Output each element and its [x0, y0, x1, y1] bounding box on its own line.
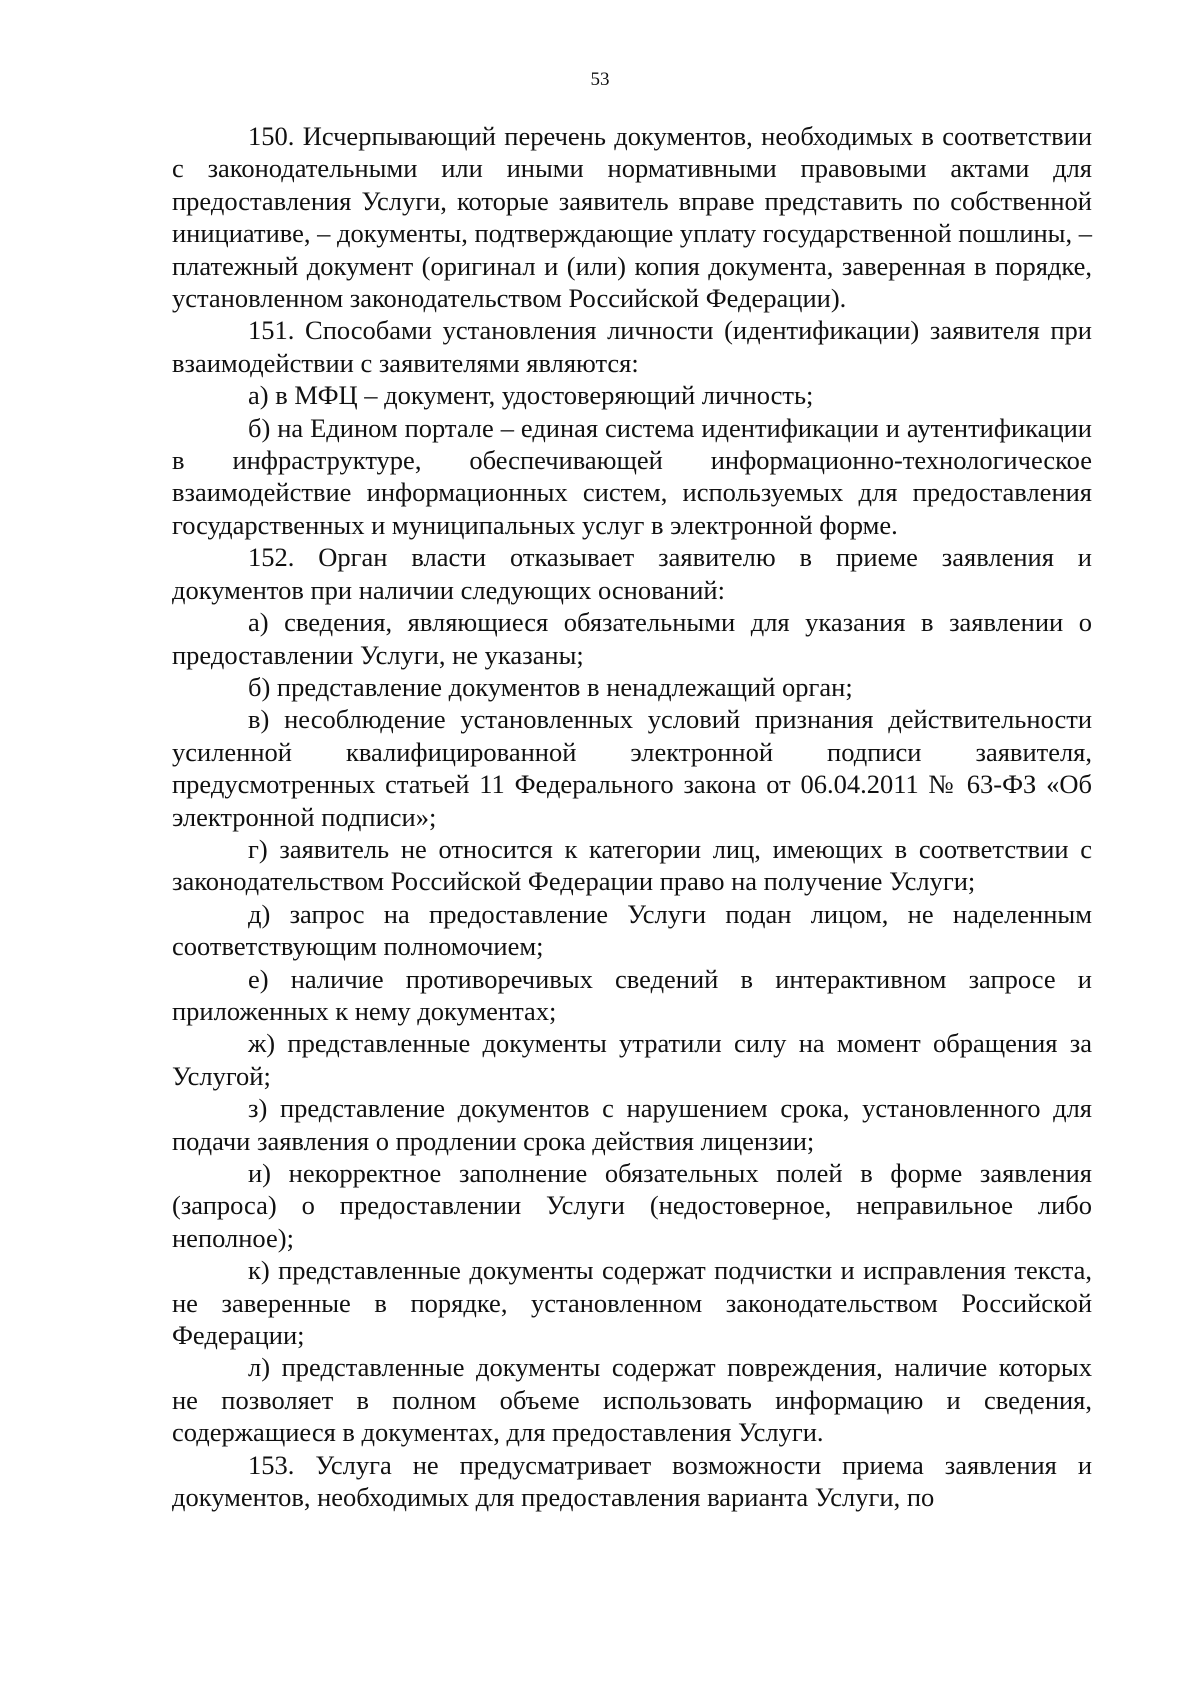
list-item-152-e: е) наличие противоречивых сведений в интерактивном запросе и приложенных к нему документах; [172, 963, 1092, 1026]
page-number: 53 [590, 69, 610, 90]
list-item-151-a: а) в МФЦ – документ, удостоверяющий личность; [248, 380, 814, 411]
list-item-152-i: и) некорректное заполнение обязательных полей в форме заявления (запроса) о предоставлении Услуги (недостоверное, неправильное либо неполное); [172, 1158, 1092, 1253]
paragraph-151: 151. Способами установления личности (идентификации) заявителя при взаимодействии с заявителями являются: [172, 315, 1092, 378]
list-item-152-zh: ж) представленные документы утратили силу на момент обращения за Услугой; [172, 1028, 1092, 1091]
paragraph-153: 153. Услуга не предусматривает возможности приема заявления и документов, необходимых для предоставления варианта Услуги, по [172, 1449, 1092, 1513]
paragraph-152: 152. Орган власти отказывает заявителю в приеме заявления и документов при наличии следующих оснований: [172, 542, 1092, 605]
list-item-152-k: к) представленные документы содержат подчистки и исправления текста, не заверенные в порядке, установленном законодательством Российской Федерации; [172, 1255, 1092, 1351]
document-body [172, 120, 1092, 1513]
paragraph-150: 150. Исчерпывающий перечень документов, необходимых в соответствии с законодательными или иными нормативными правовыми актами для предоставления Услуги, которые заявитель вправе представить по собственной инициативе, – документы, подтверждающие уплату государственной пошлины, – платежный документ (оригинал и (или) копия документа, заверенная в порядке, установленном законодательством Российской Федерации). [172, 121, 1092, 314]
list-item-152-v: в) несоблюдение установленных условий признания действительности усиленной квалифицированной электронной подписи заявителя, предусмотренных статьей 11 Федерального закона от 06.04.2011 № 63-ФЗ «Об электронной подписи»; [172, 704, 1092, 832]
list-item-152-z: з) представление документов с нарушением срока, установленного для подачи заявления о продлении срока действия лицензии; [172, 1093, 1092, 1156]
list-item-152-d: д) запрос на предоставление Услуги подан лицом, не наделенным соответствующим полномочием; [172, 898, 1092, 962]
list-item-152-g: г) заявитель не относится к категории лиц, имеющих в соответствии с законодательством Российской Федерации право на получение Услуги; [172, 833, 1092, 897]
list-item-152-a: а) сведения, являющиеся обязательными для указания в заявлении о предоставлении Услуги, не указаны; [172, 607, 1092, 670]
list-item-152-b: б) представление документов в ненадлежащий орган; [248, 671, 853, 702]
list-item-152-l: л) представленные документы содержат повреждения, наличие которых не позволяет в полном объеме использовать информацию и сведения, содержащиеся в документах, для предоставления Услуги. [172, 1352, 1092, 1448]
list-item-151-b: б) на Едином портале – единая система идентификации и аутентификации в инфраструктуре, обеспечивающей информационно-технологическое взаимодействие информационных систем, используемых для предоставления государственных и муниципальных услуг в электронной форме. [172, 412, 1092, 540]
